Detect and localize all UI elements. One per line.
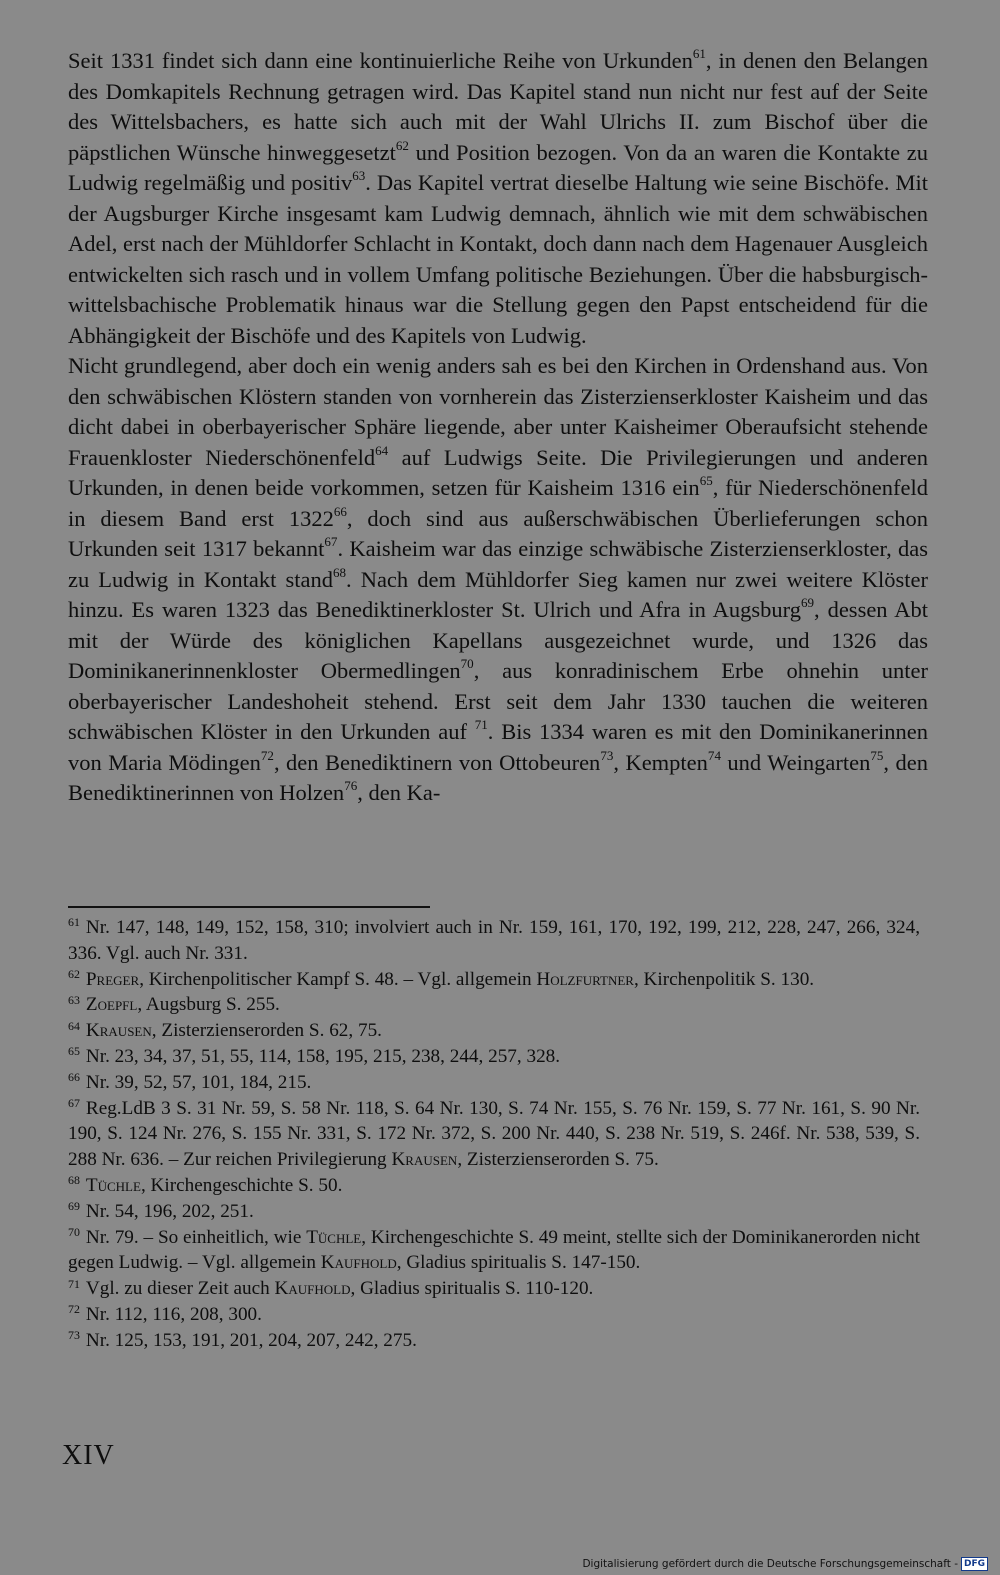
author-name: Holzfurtner: [536, 968, 634, 990]
footnote-number: 64: [68, 1018, 80, 1033]
footnote-ref: 69: [800, 595, 815, 611]
footnote: [68, 1070, 920, 1096]
footnote: [68, 1276, 920, 1302]
footnote-ref: 65: [699, 473, 713, 489]
footnote-number: 73: [68, 1328, 80, 1343]
footnote-number: 63: [68, 992, 80, 1007]
credit-text: Digitalisierung gefördert durch die Deutsche Forschungsgemeinschaft -: [582, 1558, 958, 1570]
text-run: Nr. 23, 34, 37, 51, 55, 114, 158, 195, 215, 238, 244, 257, 328.: [85, 1045, 561, 1067]
digitization-credit: [582, 1557, 988, 1571]
footnote-number: 68: [68, 1173, 80, 1188]
text-run: , Kirchenpolitik S. 130.: [633, 968, 815, 990]
footnote-number: 71: [68, 1276, 80, 1291]
text-run: , aus konradinischem Erbe ohnehin unter oberbayerischer Landeshoheit stehend. Erst seit dem Jahr 1330 tauchen die weiteren schwäbischen Klöster in den Urkunden auf: [68, 658, 928, 744]
text-run: Seit 1331 findet sich dann eine kontinuierliche Reihe von Urkunden: [68, 48, 693, 73]
footnote: [68, 1199, 920, 1225]
footnote-ref: 75: [870, 747, 884, 763]
footnote-ref: 68: [332, 564, 347, 580]
text-run: Reg.LdB 3 S. 31 Nr. 59, S. 58 Nr. 118, S. 64 Nr. 130, S. 74 Nr. 155, S. 76 Nr. 159, S. 77 Nr. 161, S. 90 Nr. 190, S. 124 Nr. 276, S. 155 Nr. 331, S. 172 Nr. 372, S. 200 Nr. 440, S. 238 Nr. 519, S. 246f. Nr. 538, 539, S. 288 Nr. 636. – Zur reichen Privilegierung: [68, 1097, 920, 1171]
text-run: , doch sind aus außerschwäbischen Überlieferungen schon Urkunden seit 1317 bekannt: [68, 505, 928, 561]
text-run: , Kirchengeschichte S. 50.: [140, 1174, 343, 1196]
footnote: [68, 1044, 920, 1070]
footnote-ref: 72: [260, 747, 274, 763]
text-run: . Das Kapitel vertrat dieselbe Haltung wie seine Bischöfe. Mit der Augsburger Kirche insgesamt kam Ludwig demnach, ähnlich wie mit dem schwäbischen Adel, erst nach der Mühldorfer Schlacht in Kontakt, doch dann nach dem Hagenauer Ausgleich entwickelten sich rasch und in vollem Umfang politische Beziehungen. Über die habsburgisch-wittelsbachische Problematik hinaus war die Stellung gegen den Papst entscheidend für die Abhängigkeit der Bischöfe und des Kapitels von Ludwig.: [68, 170, 928, 348]
text-run: , den Ka-: [357, 780, 441, 805]
text-run: und Position bezogen. Von da an waren die Kontakte zu Ludwig regelmäßig und positiv: [68, 139, 929, 195]
footnote: [68, 1096, 920, 1173]
footnote-ref: 62: [395, 137, 409, 153]
footnote-number: 67: [68, 1096, 80, 1111]
page-number: XIV: [62, 1440, 115, 1471]
footnote-ref: 67: [324, 534, 338, 550]
author-name: Zoepfl: [85, 994, 138, 1016]
author-name: Preger: [85, 968, 140, 990]
text-run: , für Niederschönenfeld in diesem Band erst 1322: [68, 475, 928, 531]
footnote: [68, 1173, 920, 1199]
author-name: Tüchle: [85, 1174, 141, 1196]
main-text: [68, 46, 928, 809]
footnote: [68, 1018, 920, 1044]
author-name: Krausen: [85, 1020, 152, 1042]
text-run: , Kirchenpolitischer Kampf S. 48. – Vgl. allgemein: [139, 968, 537, 990]
footnote-ref: 63: [352, 168, 366, 184]
dfg-logo: DFG: [961, 1557, 988, 1571]
footnote-ref: 61: [692, 46, 706, 62]
footnote-ref: 74: [707, 747, 721, 763]
text-run: , Zisterzienserorden S. 62, 75.: [151, 1020, 382, 1042]
text-run: , Kempten: [613, 749, 708, 775]
author-name: Tüchle: [306, 1226, 362, 1248]
footnote-ref: 70: [460, 656, 474, 672]
text-run: , Zisterzienserorden S. 75.: [457, 1149, 659, 1171]
paragraph: [68, 46, 928, 351]
text-run: . Bis 1334 waren es mit den Dominikanerinnen von Maria Mödingen: [68, 719, 929, 775]
footnote: [68, 1225, 920, 1277]
text-run: Nr. 112, 116, 208, 300.: [85, 1303, 262, 1325]
text-run: , den Benediktinerinnen von Holzen: [68, 749, 928, 805]
footnote-ref: 71: [474, 717, 488, 733]
footnote-ref: 76: [344, 778, 358, 794]
footnote-number: 69: [68, 1199, 80, 1214]
footnotes: [68, 915, 920, 1354]
footnote-number: 70: [68, 1225, 80, 1240]
author-name: Kaufhold: [320, 1252, 397, 1274]
text-run: und Weingarten: [720, 749, 871, 775]
footnote: [68, 1302, 920, 1328]
footnote: [68, 1328, 920, 1354]
author-name: Kaufhold: [274, 1278, 351, 1300]
text-run: , dessen Abt mit der Würde des königlichen Kapellans ausgezeichnet wurde, und 1326 das Dominikanerinnenkloster Obermedlingen: [68, 597, 928, 683]
text-run: . Nach dem Mühldorfer Sieg kamen nur zwei weitere Klöster hinzu. Es waren 1323 das Benediktinerkloster St. Ulrich und Afra in Augsburg: [68, 566, 928, 622]
footnote-number: 66: [68, 1070, 80, 1085]
footnote-ref: 64: [375, 442, 389, 458]
text-run: , Gladius spiritualis S. 110-120.: [350, 1278, 594, 1300]
text-run: , Gladius spiritualis S. 147-150.: [396, 1252, 641, 1274]
footnote: [68, 915, 920, 967]
text-run: Nr. 79. – So einheitlich, wie: [85, 1226, 307, 1248]
text-run: auf Ludwigs Seite. Die Privilegierungen und anderen Urkunden, in denen beide vorkommen, setzen für Kaisheim 1316 ein: [68, 444, 928, 500]
footnote-ref: 66: [333, 503, 347, 519]
footnote-number: 61: [68, 915, 80, 930]
footnote: [68, 992, 920, 1018]
text-run: , Kirchengeschichte S. 49 meint, stellte sich der Dominikanerorden nicht gegen Ludwig. – Vgl. allgemein: [68, 1226, 920, 1274]
footnote-separator: [68, 906, 430, 908]
footnote-ref: 73: [600, 747, 614, 763]
author-name: Krausen: [391, 1149, 458, 1171]
paragraph: [68, 351, 928, 809]
text-run: , in denen den Belangen des Domkapitels Rechnung getragen wird. Das Kapitel stand nun nicht nur fest auf der Seite des Wittelsbachers, es hatte sich auch mit der Wahl Ulrichs II. zum Bischof über die päpstlichen Wünsche hinweggesetzt: [68, 48, 929, 165]
text-run: . Kaisheim war das einzige schwäbische Zisterzienserkloster, das zu Ludwig in Kontakt stand: [68, 536, 928, 592]
text-run: , den Benediktinern von Ottobeuren: [273, 749, 601, 775]
footnote-number: 65: [68, 1044, 80, 1059]
footnote-number: 72: [68, 1302, 80, 1317]
text-run: Nr. 39, 52, 57, 101, 184, 215.: [85, 1071, 312, 1093]
footnote-number: 62: [68, 967, 80, 982]
text-run: Vgl. zu dieser Zeit auch: [85, 1278, 275, 1300]
footnote: [68, 967, 920, 993]
text-run: , Augsburg S. 255.: [137, 994, 280, 1016]
text-run: Nr. 54, 196, 202, 251.: [85, 1200, 254, 1222]
text-run: Nr. 147, 148, 149, 152, 158, 310; involviert auch in Nr. 159, 161, 170, 192, 199, 212, 228, 247, 266, 324, 336. Vgl. auch Nr. 331.: [68, 917, 920, 964]
text-run: Nicht grundlegend, aber doch ein wenig anders sah es bei den Kirchen in Ordenshand aus. Von den schwäbischen Klöstern standen von vornherein das Zisterzienserkloster Kaisheim und das dicht dabei in oberbayerischer Sphäre liegende, aber unter Kaisheimer Oberaufsicht stehende Frauenkloster Niederschönenfeld: [68, 353, 928, 470]
text-run: Nr. 125, 153, 191, 201, 204, 207, 242, 275.: [85, 1329, 417, 1351]
